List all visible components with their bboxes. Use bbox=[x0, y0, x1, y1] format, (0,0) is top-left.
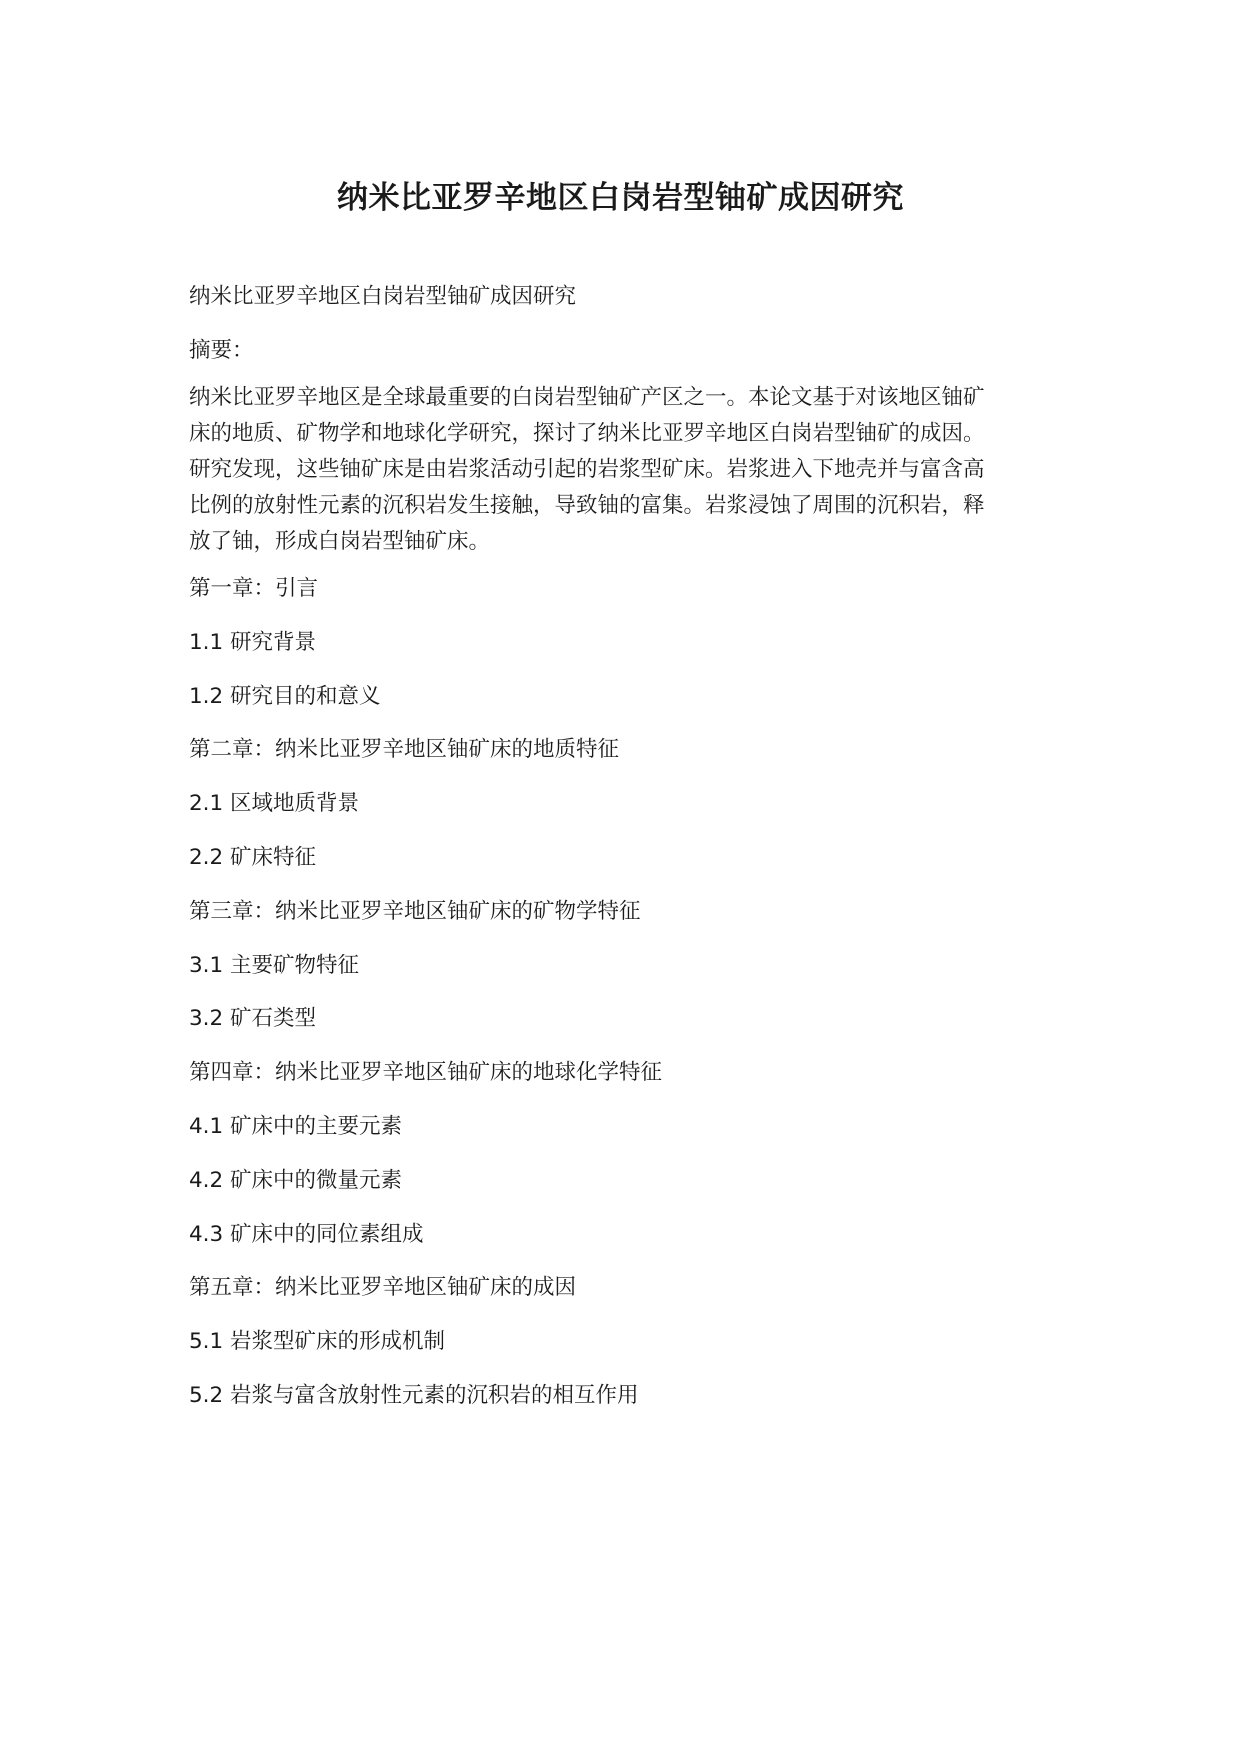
outline-chapter: 第三章：纳米比亚罗辛地区铀矿床的矿物学特征 bbox=[189, 898, 641, 924]
outline-chapter: 第一章：引言 bbox=[189, 576, 319, 601]
outline-section: 1.1 研究背景 bbox=[189, 629, 317, 655]
abstract-line: 放了铀，形成白岗岩型铀矿床。 bbox=[189, 529, 491, 554]
outline-section: 4.1 矿床中的主要元素 bbox=[189, 1113, 403, 1139]
abstract-paragraph bbox=[189, 380, 1049, 560]
document-title: 纳米比亚罗辛地区白岗岩型铀矿成因研究 bbox=[337, 180, 904, 216]
outline-list bbox=[189, 574, 1049, 1411]
document-body bbox=[189, 282, 1049, 1411]
abstract-line: 纳米比亚罗辛地区是全球最重要的白岗岩型铀矿产区之一。本论文基于对该地区铀矿 bbox=[189, 385, 985, 410]
outline-section: 2.1 区域地质背景 bbox=[189, 791, 360, 817]
outline-section: 3.1 主要矿物特征 bbox=[189, 952, 360, 978]
outline-section: 5.2 岩浆与富含放射性元素的沉积岩的相互作用 bbox=[189, 1382, 639, 1408]
outline-section: 4.2 矿床中的微量元素 bbox=[189, 1167, 403, 1193]
outline-section: 1.2 研究目的和意义 bbox=[189, 683, 381, 709]
document-subtitle: 纳米比亚罗辛地区白岗岩型铀矿成因研究 bbox=[189, 284, 577, 309]
outline-section: 2.2 矿床特征 bbox=[189, 844, 317, 870]
abstract-line: 研究发现，这些铀矿床是由岩浆活动引起的岩浆型矿床。岩浆进入下地壳并与富含高 bbox=[189, 457, 985, 482]
abstract-line: 床的地质、矿物学和地球化学研究，探讨了纳米比亚罗辛地区白岗岩型铀矿的成因。 bbox=[189, 421, 985, 446]
abstract-heading: 摘要： bbox=[189, 338, 254, 363]
abstract-line: 比例的放射性元素的沉积岩发生接触，导致铀的富集。岩浆浸蚀了周围的沉积岩，释 bbox=[189, 493, 985, 518]
outline-section: 4.3 矿床中的同位素组成 bbox=[189, 1221, 424, 1247]
outline-chapter: 第五章：纳米比亚罗辛地区铀矿床的成因 bbox=[189, 1275, 577, 1301]
outline-section: 3.2 矿石类型 bbox=[189, 1006, 317, 1032]
outline-chapter: 第四章：纳米比亚罗辛地区铀矿床的地球化学特征 bbox=[189, 1060, 663, 1086]
outline-chapter: 第二章：纳米比亚罗辛地区铀矿床的地质特征 bbox=[189, 737, 620, 763]
outline-section: 5.1 岩浆型矿床的形成机制 bbox=[189, 1329, 446, 1355]
